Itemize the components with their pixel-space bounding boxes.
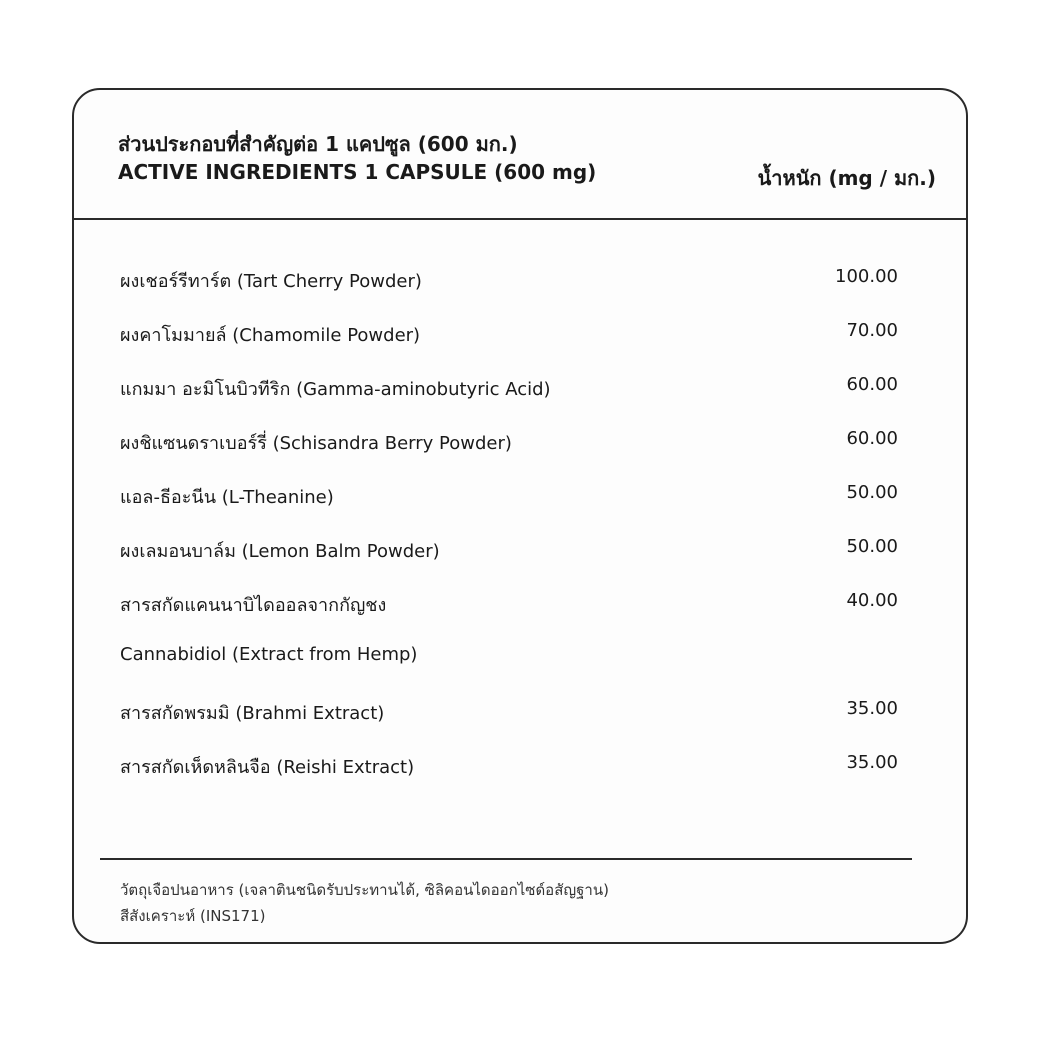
header-weight-label: น้ำหนัก (mg / มก.) [757,166,936,190]
ingredient-name: ผงคาโมมายล์ (Chamomile Powder) [120,325,421,346]
ingredient-weight: 60.00 [846,374,898,395]
ingredient-row [74,536,966,566]
ingredient-name: แอล-ธีอะนีน (L-Theanine) [120,487,334,508]
footer-divider [100,858,912,860]
ingredient-weight: 35.00 [846,698,898,719]
footer-additives-line: วัตถุเจือปนอาหาร (เจลาตินชนิดรับประทานได้, ซิลิคอนไดออกไซด์อสัญฐาน) [120,881,609,899]
ingredient-weight: 60.00 [846,428,898,449]
ingredient-row [74,320,966,350]
ingredient-name: สารสกัดแคนนาบิไดออลจากกัญชง [120,595,387,616]
ingredient-row [74,428,966,458]
label-header [74,90,966,220]
ingredient-name: ผงเชอร์รีทาร์ต (Tart Cherry Powder) [120,271,422,292]
ingredient-name: ผงเลมอนบาล์ม (Lemon Balm Powder) [120,541,440,562]
footer-color-line: สีสังเคราะห์ (INS171) [120,907,266,925]
ingredient-name: สารสกัดพรมมิ (Brahmi Extract) [120,703,385,724]
ingredient-weight: 50.00 [846,482,898,503]
ingredient-row [74,266,966,296]
ingredient-name: แกมมา อะมิโนบิวทีริก (Gamma-aminobutyric Acid) [120,379,551,400]
ingredient-label-card [72,88,968,944]
ingredient-name: ผงชิแซนดราเบอร์รี่ (Schisandra Berry Powder) [120,433,512,454]
ingredient-row [74,482,966,512]
ingredient-name: สารสกัดเห็ดหลินจือ (Reishi Extract) [120,757,415,778]
ingredient-weight: 50.00 [846,536,898,557]
ingredient-row [74,590,966,620]
ingredient-row [74,752,966,782]
ingredient-weight: 35.00 [846,752,898,773]
ingredient-weight: 100.00 [835,266,898,287]
ingredient-row [74,644,966,674]
header-title-english: ACTIVE INGREDIENTS 1 CAPSULE (600 mg) [118,160,597,184]
ingredient-row [74,698,966,728]
ingredient-weight: 70.00 [846,320,898,341]
ingredient-row [74,374,966,404]
ingredient-weight: 40.00 [846,590,898,611]
header-title-thai: ส่วนประกอบที่สำคัญต่อ 1 แคปซูล (600 มก.) [118,132,518,156]
ingredient-name: Cannabidiol (Extract from Hemp) [120,644,418,665]
